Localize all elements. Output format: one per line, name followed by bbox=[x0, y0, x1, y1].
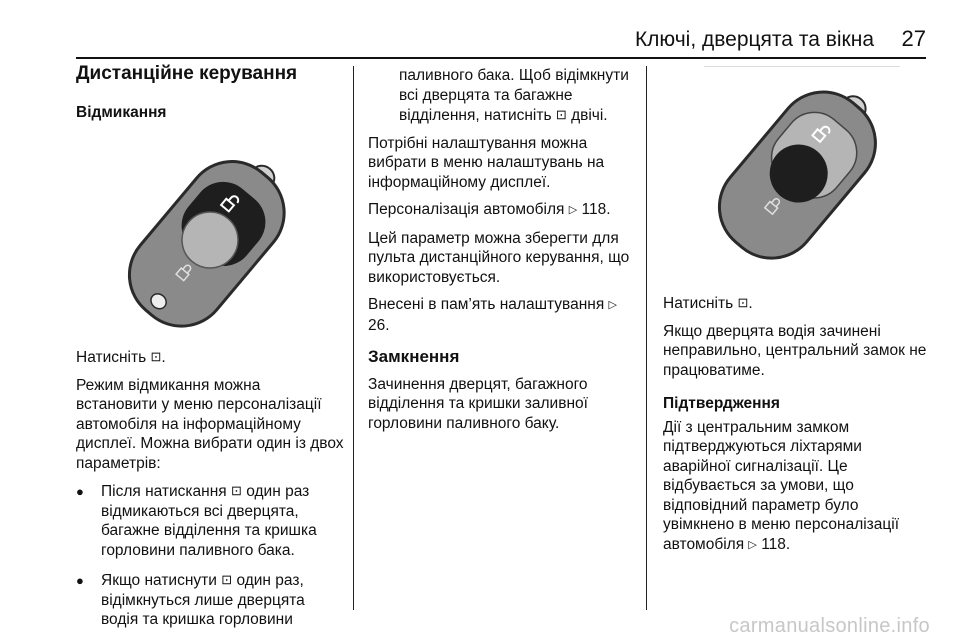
lock-icon: ⊡ bbox=[737, 295, 749, 310]
watermark: carmanualsonline.info bbox=[729, 615, 930, 637]
column-1-body bbox=[76, 347, 344, 640]
list-item: ● Якщо натиснути ⊡ один раз, відімкнуться лише дверцята водія та кришка горловини bbox=[76, 570, 344, 630]
press-lock-line: Натисніть ⊡. bbox=[663, 295, 753, 312]
page-number: 27 bbox=[901, 26, 926, 51]
remote-storage-paragraph: Цей параметр можна зберегти для пульта дистанційного керування, що використовується. bbox=[368, 229, 630, 286]
memorised-settings-reference: Внесені в пам’ять налаштування ▷ 26. bbox=[368, 296, 618, 334]
driver-door-paragraph: Якщо дверцята водія зачинені неправильно, центральний замок не працюватиме. bbox=[663, 322, 927, 379]
column-3 bbox=[663, 293, 933, 563]
unlock-icon: ⊡ bbox=[555, 107, 567, 122]
page-reference-arrow-icon: ▷ bbox=[748, 538, 757, 551]
continued-paragraph: паливного бака. Щоб відімкнути всі дверцята та багажне відділення, натисніть ⊡ двічі. bbox=[399, 67, 629, 124]
section-heading: Дистанційне керування bbox=[76, 63, 298, 84]
personalisation-reference: Персоналізація автомобіля ▷ 118. bbox=[368, 200, 636, 221]
list-item: ● Після натискання ⊡ один раз відмикаються всі дверцята, багажне відділення та кришка горловини паливного бака. bbox=[76, 481, 344, 560]
subsection-heading-lock: Замкнення bbox=[368, 347, 460, 366]
unlock-icon: ⊡ bbox=[231, 483, 242, 498]
unlock-options-list bbox=[76, 481, 344, 630]
unlock-icon: ⊡ bbox=[221, 572, 233, 587]
key-fob-lock-image bbox=[700, 72, 900, 272]
image-top-edge bbox=[704, 66, 900, 67]
column-divider-2 bbox=[646, 66, 647, 610]
unlock-icon: ⊡ bbox=[150, 349, 162, 364]
press-unlock-line: Натисніть ⊡. bbox=[76, 349, 166, 366]
page-reference-arrow-icon: ▷ bbox=[608, 299, 618, 311]
page-reference-arrow-icon: ▷ bbox=[568, 204, 578, 216]
column-2 bbox=[368, 66, 636, 441]
settings-paragraph: Потрібні налаштування можна вибрати в меню налаштувань на інформаційному дисплеї. bbox=[368, 134, 605, 191]
unlock-mode-paragraph: Режим відмикання можна встановити у меню персоналізації автомобіля на інформаційному дисплеї. Можна вибрати один із двох параметрів: bbox=[76, 376, 344, 472]
column-divider-1 bbox=[353, 66, 354, 610]
subsection-heading-confirmation: Підтвердження bbox=[663, 395, 780, 412]
locking-paragraph: Зачинення дверцят, багажного відділення та кришки заливної горловини паливного баку. bbox=[368, 375, 588, 432]
page-header-title: Ключі, дверцята та вікна bbox=[634, 28, 874, 51]
column-1 bbox=[76, 63, 344, 127]
header-rule bbox=[76, 57, 926, 59]
subsection-heading-unlock: Відмикання bbox=[76, 104, 167, 121]
key-fob-unlock-image bbox=[110, 140, 310, 340]
confirmation-paragraph: Дії з центральним замком підтверджуються ліхтарями аварійної сигналізації. Це відбувається за умови, що відповідний параметр було увімкнено в меню персоналізації автомобіля ▷ 118. bbox=[663, 418, 933, 556]
